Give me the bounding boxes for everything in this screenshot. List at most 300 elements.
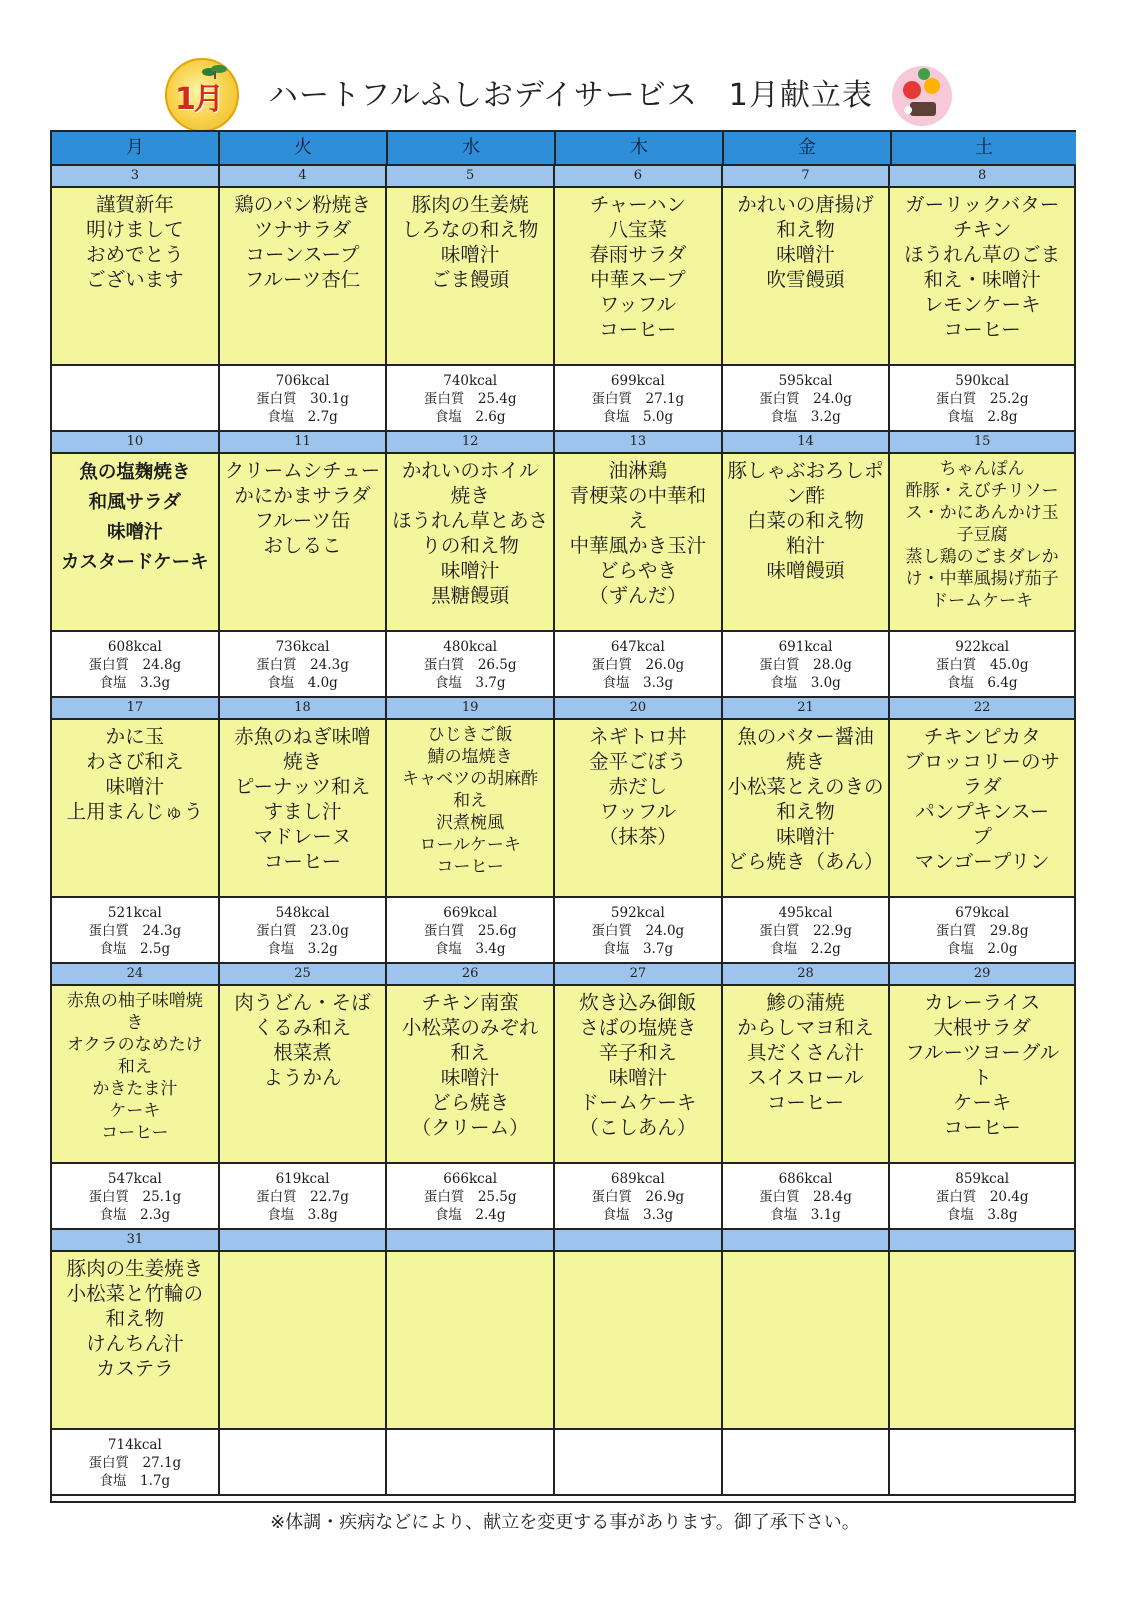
menu-item: ラダ xyxy=(962,775,1002,798)
menu-cell xyxy=(890,188,1074,366)
menu-item: オクラのなめたけ xyxy=(67,1035,203,1055)
nutrition-cell xyxy=(555,1430,723,1496)
menu-cell xyxy=(890,720,1074,898)
menu-cell xyxy=(220,188,388,366)
salt-value: 食塩 2.5g xyxy=(99,941,171,957)
menu-item: 粕汁 xyxy=(786,534,826,557)
menu-item: 焼き xyxy=(283,750,323,773)
day-number: 20 xyxy=(555,698,723,720)
menu-item: プ xyxy=(972,825,992,848)
day-number: 6 xyxy=(555,166,723,188)
calories-value: 714kcal xyxy=(107,1437,162,1453)
day-number: 14 xyxy=(723,432,891,454)
menu-item: しろなの和え物 xyxy=(401,218,539,241)
day-number xyxy=(723,1230,891,1252)
january-badge-icon xyxy=(165,58,239,132)
menu-item: コーヒー xyxy=(101,1123,169,1143)
calories-value: 480kcal xyxy=(443,639,498,655)
date-row xyxy=(52,166,1074,188)
menu-item: どらやき xyxy=(598,559,677,582)
menu-item: 辛子和え xyxy=(598,1041,677,1064)
menu-item: 中華スープ xyxy=(590,268,686,291)
protein-value: 蛋白質 24.3g xyxy=(88,923,182,939)
day-number: 3 xyxy=(52,166,220,188)
menu-item: 炊き込み御飯 xyxy=(579,991,697,1014)
nutrition-cell xyxy=(220,632,388,698)
calories-value: 686kcal xyxy=(778,1171,833,1187)
menu-item: 豚しゃぶおろしポ xyxy=(727,459,884,482)
day-number: 8 xyxy=(890,166,1074,188)
salt-value: 食塩 3.3g xyxy=(99,675,171,691)
date-row xyxy=(52,1230,1074,1252)
menu-item: フルーツ缶 xyxy=(254,509,351,532)
menu-item: 青梗菜の中華和 xyxy=(569,484,707,507)
salt-value: 食塩 2.0g xyxy=(946,941,1018,957)
menu-item: コーヒー xyxy=(766,1091,845,1114)
menu-item: ガーリックバター xyxy=(905,193,1060,216)
weekday-header: 月 xyxy=(52,132,220,166)
calories-value: 592kcal xyxy=(610,905,665,921)
menu-item: ほうれん草のごま xyxy=(904,243,1061,266)
menu-item: き xyxy=(126,1013,144,1033)
protein-value: 蛋白質 25.5g xyxy=(423,1189,517,1205)
nutrition-cell xyxy=(555,1164,723,1230)
menu-item: け・中華風揚げ茄子 xyxy=(905,569,1059,589)
calories-value: 619kcal xyxy=(275,1171,330,1187)
menu-calendar xyxy=(50,130,1076,1503)
protein-value: 蛋白質 22.7g xyxy=(256,1189,349,1205)
menu-cell xyxy=(220,454,388,632)
day-number xyxy=(890,1230,1074,1252)
menu-row xyxy=(52,188,1074,366)
protein-value: 蛋白質 24.3g xyxy=(256,657,349,673)
menu-item: ト xyxy=(972,1066,992,1089)
salt-value: 食塩 2.8g xyxy=(946,409,1018,425)
menu-item: 味噌饅頭 xyxy=(766,559,845,582)
menu-item: 焼き xyxy=(786,750,826,773)
menu-item: 具だくさん汁 xyxy=(747,1041,865,1064)
salt-value: 食塩 2.7g xyxy=(267,409,338,425)
menu-item: 白菜の和え物 xyxy=(747,509,865,532)
nutrition-cell xyxy=(220,898,388,964)
day-number: 29 xyxy=(890,964,1074,986)
menu-item: （クリーム） xyxy=(411,1116,529,1139)
menu-item: パンプキンスー xyxy=(915,800,1050,823)
menu-item: 味噌汁 xyxy=(776,825,835,848)
menu-cell xyxy=(220,986,388,1164)
menu-item: 鯖の塩焼き xyxy=(427,747,513,767)
menu-item: カレーライス xyxy=(924,991,1041,1014)
menu-item: ごま饅頭 xyxy=(431,268,510,291)
day-number: 31 xyxy=(52,1230,220,1252)
nutrition-cell xyxy=(52,1164,220,1230)
menu-item: ス・かにあんかけ玉 xyxy=(905,503,1059,523)
menu-item: 和え xyxy=(117,1057,152,1077)
day-number: 19 xyxy=(387,698,555,720)
menu-item: ツナサラダ xyxy=(253,218,352,241)
menu-item: からしマヨ和え xyxy=(737,1016,874,1039)
menu-cell xyxy=(890,1252,1074,1430)
menu-cell xyxy=(890,986,1074,1164)
menu-item: スイスロール xyxy=(747,1066,864,1089)
protein-value: 蛋白質 26.5g xyxy=(423,657,517,673)
menu-item: マドレーヌ xyxy=(253,825,352,848)
menu-item: 吹雪饅頭 xyxy=(766,268,845,291)
protein-value: 蛋白質 25.1g xyxy=(88,1189,182,1205)
footer-note: ※体調・疾病などにより、献立を変更する事があります。御了承下さい。 xyxy=(270,1512,860,1533)
menu-item: かに玉 xyxy=(105,725,165,748)
calories-value: 647kcal xyxy=(610,639,665,655)
menu-cell xyxy=(52,986,220,1164)
menu-item: カステラ xyxy=(96,1357,174,1380)
protein-value: 蛋白質 22.9g xyxy=(759,923,852,939)
weeks-container xyxy=(52,166,1074,1496)
menu-item: 鶏のパン粉焼き xyxy=(234,193,371,216)
calories-value: 679kcal xyxy=(955,905,1010,921)
page-title: ハートフルふしおデイサービス 1月献立表 xyxy=(268,78,873,113)
protein-value: 蛋白質 20.4g xyxy=(935,1189,1029,1205)
menu-item: ドームケーキ xyxy=(931,591,1034,611)
salt-value: 食塩 3.1g xyxy=(770,1207,841,1223)
menu-cell xyxy=(387,1252,555,1430)
protein-value: 蛋白質 27.1g xyxy=(591,391,685,407)
new-year-decoration-icon xyxy=(888,60,956,128)
menu-item: 鯵の蒲焼 xyxy=(766,991,845,1014)
menu-item: ピーナッツ和え xyxy=(234,775,371,798)
menu-item: ン酢 xyxy=(786,484,826,507)
menu-item: フルーツ杏仁 xyxy=(244,268,361,291)
day-number: 17 xyxy=(52,698,220,720)
day-number: 7 xyxy=(723,166,891,188)
menu-item: え xyxy=(628,509,648,532)
menu-item: おしるこ xyxy=(263,534,342,557)
nutrition-cell xyxy=(723,366,891,432)
nutrition-cell xyxy=(890,898,1074,964)
menu-item: チキン xyxy=(953,218,1012,241)
menu-item: すまし汁 xyxy=(263,800,342,823)
menu-item: 黒糖饅頭 xyxy=(431,584,510,607)
menu-cell xyxy=(555,188,723,366)
menu-item: チャーハン xyxy=(589,193,686,216)
menu-item: 味噌汁 xyxy=(440,243,500,266)
nutrition-cell xyxy=(387,366,555,432)
menu-item: （ずんだ） xyxy=(589,584,687,607)
salt-value: 食塩 3.8g xyxy=(267,1207,338,1223)
week-block xyxy=(52,166,1074,432)
menu-cell xyxy=(555,1252,723,1430)
menu-item: 大根サラダ xyxy=(933,1016,1031,1039)
menu-cell xyxy=(723,720,891,898)
menu-cell xyxy=(555,720,723,898)
nutrition-cell xyxy=(723,632,891,698)
menu-cell xyxy=(723,188,891,366)
menu-item: ワッフル xyxy=(599,800,676,823)
protein-value: 蛋白質 25.2g xyxy=(935,391,1029,407)
menu-item: 沢煮椀風 xyxy=(436,813,505,833)
menu-item: 焼き xyxy=(450,484,490,507)
protein-value: 蛋白質 27.1g xyxy=(88,1455,182,1471)
menu-item: 蒸し鶏のごまダレか xyxy=(905,547,1059,567)
menu-item: ブロッコリーのサ xyxy=(904,750,1060,773)
menu-row xyxy=(52,720,1074,898)
menu-item: 味噌汁 xyxy=(105,775,165,798)
nutrition-cell xyxy=(387,632,555,698)
salt-value: 食塩 3.0g xyxy=(770,675,841,691)
calories-value: 699kcal xyxy=(610,373,665,389)
menu-item: 魚の塩麹焼き xyxy=(79,462,191,483)
menu-item: 和え xyxy=(453,791,488,811)
salt-value: 食塩 2.3g xyxy=(99,1207,171,1223)
day-number: 18 xyxy=(220,698,388,720)
week-block xyxy=(52,432,1074,698)
menu-cell xyxy=(723,986,891,1164)
protein-value: 蛋白質 26.9g xyxy=(591,1189,685,1205)
menu-item: ほうれん草とあさ xyxy=(392,509,549,532)
menu-item: クリームシチュー xyxy=(224,459,381,482)
menu-item: レモンケーキ xyxy=(923,293,1041,316)
nutrition-cell xyxy=(890,1164,1074,1230)
calories-value: 666kcal xyxy=(443,1171,498,1187)
menu-item: コーヒー xyxy=(599,318,677,341)
weekday-header: 土 xyxy=(892,132,1076,166)
menu-item: 油淋鶏 xyxy=(608,459,668,482)
day-number: 22 xyxy=(890,698,1074,720)
salt-value: 食塩 6.4g xyxy=(946,675,1018,691)
weekday-header: 火 xyxy=(220,132,388,166)
menu-item: 謹賀新年 xyxy=(95,193,174,216)
calories-value: 547kcal xyxy=(107,1171,162,1187)
menu-item: カスタードケーキ xyxy=(61,552,209,573)
menu-item: 根菜煮 xyxy=(273,1041,332,1064)
nutrition-cell xyxy=(555,898,723,964)
nutrition-cell xyxy=(52,366,220,432)
menu-item: 和風サラダ xyxy=(88,492,181,513)
calories-value: 740kcal xyxy=(443,373,498,389)
menu-item: さばの塩焼き xyxy=(579,1016,697,1039)
menu-item: 味噌汁 xyxy=(776,243,835,266)
menu-item: コーヒー xyxy=(436,857,504,877)
salt-value: 食塩 3.2g xyxy=(267,941,338,957)
nutrition-cell xyxy=(387,1430,555,1496)
protein-value: 蛋白質 24.0g xyxy=(759,391,852,407)
day-number: 4 xyxy=(220,166,388,188)
day-number: 21 xyxy=(723,698,891,720)
protein-value: 蛋白質 26.0g xyxy=(591,657,685,673)
nutrition-cell xyxy=(723,1164,891,1230)
weekday-header: 金 xyxy=(724,132,892,166)
menu-item: 和え・味噌汁 xyxy=(923,268,1041,291)
menu-cell xyxy=(52,1252,220,1430)
menu-cell xyxy=(52,188,220,366)
week-block xyxy=(52,698,1074,964)
menu-item: ちゃんぽん xyxy=(939,459,1025,479)
nutrition-row xyxy=(52,632,1074,698)
protein-value: 蛋白質 29.8g xyxy=(935,923,1029,939)
weekday-header: 木 xyxy=(556,132,724,166)
menu-item: おめでとう xyxy=(86,243,184,266)
menu-item: 八宝菜 xyxy=(608,218,668,241)
protein-value: 蛋白質 30.1g xyxy=(256,391,349,407)
week-block xyxy=(52,964,1074,1230)
nutrition-row xyxy=(52,1164,1074,1230)
calories-value: 521kcal xyxy=(107,905,162,921)
menu-item: ロールケーキ xyxy=(419,835,521,855)
menu-item: フルーツヨーグル xyxy=(905,1041,1060,1064)
menu-item: ネギトロ丼 xyxy=(589,725,687,748)
menu-item: ようかん xyxy=(263,1066,342,1089)
menu-item: ケーキ xyxy=(109,1101,161,1121)
calories-value: 608kcal xyxy=(107,639,162,655)
nutrition-cell xyxy=(220,1164,388,1230)
menu-cell xyxy=(52,454,220,632)
menu-item: 味噌汁 xyxy=(440,1066,500,1089)
nutrition-cell xyxy=(220,366,388,432)
day-number: 24 xyxy=(52,964,220,986)
menu-cell xyxy=(387,720,555,898)
nutrition-cell xyxy=(387,898,555,964)
menu-item: ございます xyxy=(86,268,184,291)
nutrition-cell xyxy=(723,1430,891,1496)
menu-item: 明けまして xyxy=(86,218,184,241)
day-number: 28 xyxy=(723,964,891,986)
protein-value: 蛋白質 24.0g xyxy=(591,923,685,939)
menu-row xyxy=(52,1252,1074,1430)
calories-value: 548kcal xyxy=(275,905,330,921)
weekday-header-row xyxy=(52,132,1074,166)
menu-item: ケーキ xyxy=(952,1091,1012,1114)
day-number: 25 xyxy=(220,964,388,986)
menu-item: けんちん汁 xyxy=(86,1332,184,1355)
menu-cell xyxy=(220,720,388,898)
nutrition-row xyxy=(52,898,1074,964)
nutrition-cell xyxy=(890,366,1074,432)
calories-value: 495kcal xyxy=(778,905,833,921)
menu-item: （抹茶） xyxy=(598,825,677,848)
menu-item: 酢豚・えびチリソー xyxy=(905,481,1059,501)
date-row xyxy=(52,964,1074,986)
calories-value: 590kcal xyxy=(955,373,1010,389)
day-number: 10 xyxy=(52,432,220,454)
date-row xyxy=(52,432,1074,454)
calories-value: 736kcal xyxy=(275,639,330,655)
menu-item: かれいのホイル xyxy=(401,459,539,482)
menu-item: コーンスープ xyxy=(245,243,360,266)
menu-item: 豚肉の生姜焼 xyxy=(411,193,529,216)
menu-item: かれいの唐揚げ xyxy=(737,193,874,216)
menu-item: 和え物 xyxy=(776,800,835,823)
day-number: 15 xyxy=(890,432,1074,454)
menu-item: 味噌汁 xyxy=(608,1066,668,1089)
menu-item: 赤魚の柚子味噌焼 xyxy=(66,991,203,1011)
menu-item: 味噌汁 xyxy=(440,559,500,582)
menu-item: コーヒー xyxy=(943,1116,1021,1139)
menu-item: キャベツの胡麻酢 xyxy=(402,769,539,789)
menu-cell xyxy=(890,454,1074,632)
menu-cell xyxy=(52,720,220,898)
day-number: 27 xyxy=(555,964,723,986)
menu-item: くるみ和え xyxy=(253,1016,352,1039)
nutrition-cell xyxy=(52,1430,220,1496)
menu-row xyxy=(52,454,1074,632)
calories-value: 595kcal xyxy=(778,373,833,389)
menu-item: チキン南蛮 xyxy=(421,991,519,1014)
salt-value: 食塩 1.7g xyxy=(99,1473,171,1489)
protein-value: 蛋白質 28.0g xyxy=(759,657,852,673)
calories-value: 859kcal xyxy=(955,1171,1010,1187)
menu-item: 魚のバター醤油 xyxy=(737,725,874,748)
protein-value: 蛋白質 25.6g xyxy=(423,923,517,939)
salt-value: 食塩 3.2g xyxy=(770,409,841,425)
menu-item: 小松菜とえのきの xyxy=(727,775,884,798)
nutrition-cell xyxy=(52,898,220,964)
calories-value: 689kcal xyxy=(610,1171,665,1187)
day-number xyxy=(220,1230,388,1252)
menu-item: どら焼き xyxy=(431,1091,510,1114)
day-number: 5 xyxy=(387,166,555,188)
week-block xyxy=(52,1230,1074,1496)
calories-value: 691kcal xyxy=(778,639,833,655)
menu-item: ドームケーキ xyxy=(579,1091,697,1114)
calories-value: 922kcal xyxy=(955,639,1010,655)
menu-item: 赤だし xyxy=(608,775,668,798)
protein-value: 蛋白質 25.4g xyxy=(423,391,517,407)
protein-value: 蛋白質 28.4g xyxy=(759,1189,852,1205)
menu-item: かきたま汁 xyxy=(92,1079,178,1099)
menu-cell xyxy=(555,986,723,1164)
salt-value: 食塩 3.3g xyxy=(602,1207,674,1223)
salt-value: 食塩 5.0g xyxy=(602,409,674,425)
day-number: 11 xyxy=(220,432,388,454)
day-number xyxy=(387,1230,555,1252)
menu-item: 和え xyxy=(450,1041,490,1064)
salt-value: 食塩 3.7g xyxy=(602,941,674,957)
protein-value: 蛋白質 23.0g xyxy=(256,923,349,939)
protein-value: 蛋白質 24.8g xyxy=(88,657,182,673)
menu-cell xyxy=(723,1252,891,1430)
nutrition-row xyxy=(52,366,1074,432)
salt-value: 食塩 3.8g xyxy=(946,1207,1018,1223)
menu-cell xyxy=(555,454,723,632)
menu-cell xyxy=(723,454,891,632)
nutrition-cell xyxy=(220,1430,388,1496)
menu-item: コーヒー xyxy=(263,850,342,873)
menu-item: マンゴープリン xyxy=(914,850,1050,873)
menu-item: ワッフル xyxy=(599,293,676,316)
weekday-header: 水 xyxy=(388,132,556,166)
nutrition-cell xyxy=(555,366,723,432)
menu-item: わさび和え xyxy=(86,750,184,773)
page-header xyxy=(0,58,1130,130)
day-number: 13 xyxy=(555,432,723,454)
menu-item: ひじきご飯 xyxy=(427,725,513,745)
menu-item: かにかまサラダ xyxy=(234,484,371,507)
salt-value: 食塩 2.2g xyxy=(770,941,841,957)
salt-value: 食塩 4.0g xyxy=(267,675,338,691)
nutrition-cell xyxy=(890,1430,1074,1496)
menu-item: 肉うどん・そば xyxy=(234,991,371,1014)
day-number: 26 xyxy=(387,964,555,986)
menu-cell xyxy=(387,986,555,1164)
salt-value: 食塩 3.7g xyxy=(434,675,506,691)
calories-value: 669kcal xyxy=(443,905,498,921)
menu-item: 中華風かき玉汁 xyxy=(569,534,707,557)
menu-item: 和え物 xyxy=(105,1307,165,1330)
menu-item: 赤魚のねぎ味噌 xyxy=(234,725,371,748)
nutrition-cell xyxy=(52,632,220,698)
menu-item: コーヒー xyxy=(943,318,1021,341)
menu-item: 金平ごぼう xyxy=(589,750,687,773)
month-badge-text: 1月 xyxy=(175,82,222,117)
